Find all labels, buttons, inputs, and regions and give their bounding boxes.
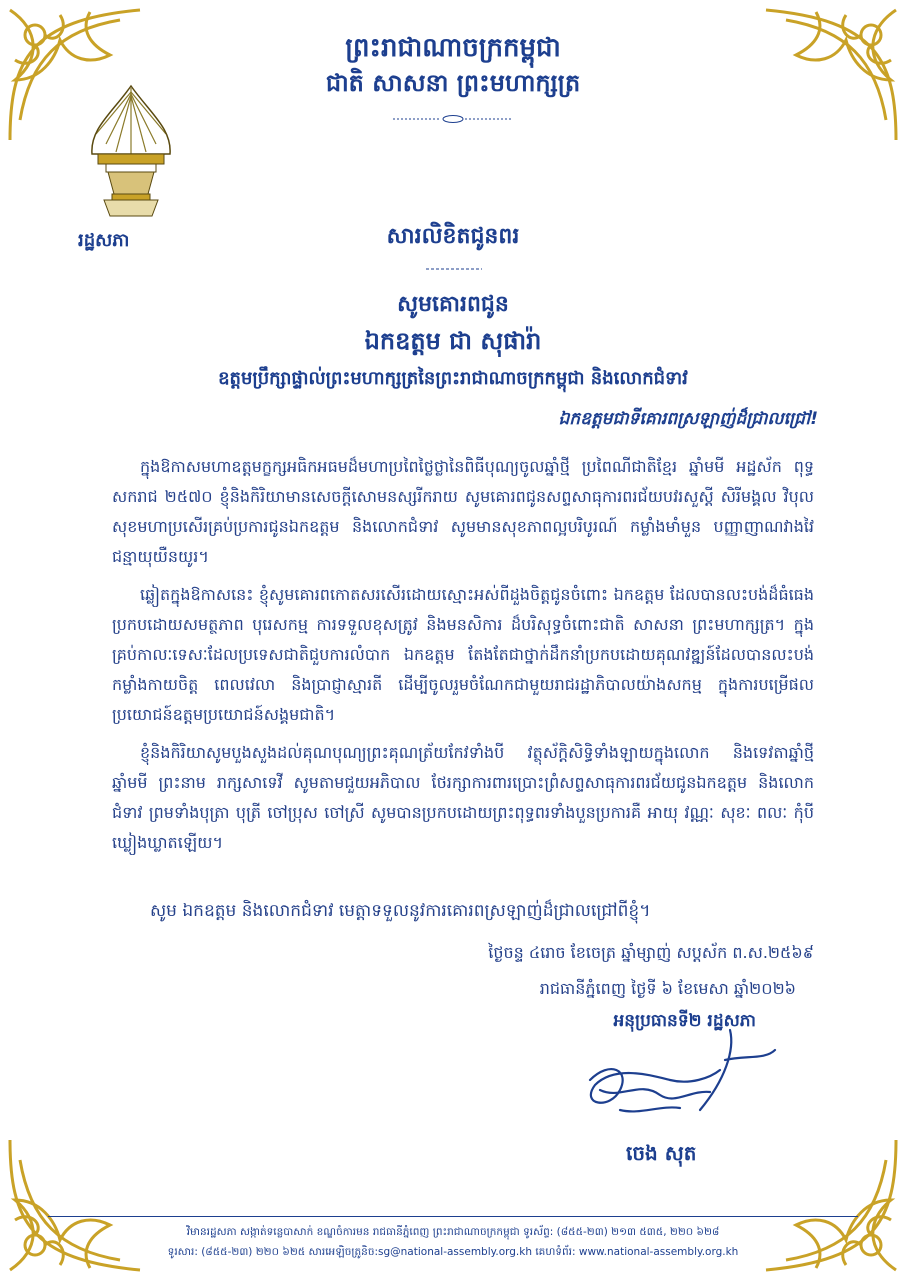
national-motto: ជាតិ សាសនា ព្រះមហាក្សត្រ [325, 69, 581, 97]
header-divider-icon [393, 114, 513, 124]
footer-divider [48, 1216, 858, 1217]
national-assembly-label: រដ្ឋសភា [78, 230, 130, 251]
body-paragraph-2: ឆ្លៀតក្នុងឱកាសនេះ ខ្ញុំសូមគោរពកោតសរសើរដោយស្មោះអស់ពីដួងចិត្តជូនចំពោះ ឯកឧត្តម ដែលបានលះបង់ដ៏ធំធេងប្រកបដោយសមត្ថភាព បុរេសកម្ម ការទទួលខុសត្រូវ និងមនសិការ ដ៏បរិសុទ្ធចំពោះជាតិ សាសនា ព្រះមហាក្សត្រ។ ក្នុងគ្រប់កាលៈទេសៈដែលប្រទេសជាតិជួបការលំបាក ឯកឧត្តម តែងតែជាថ្នាក់ដឹកនាំប្រកបដោយគុណវឌ្ឍន៍ដែលបានលះបង់កម្លាំងកាយចិត្ត ពេលវេលា និងប្រាជ្ញាស្មារតី ដើម្បីចូលរួមចំណែកជាមួយរាជរដ្ឋាភិបាលយ៉ាងសកម្ម ក្នុងការបម្រើផលប្រយោជន៍ឧត្តមប្រយោជន៍សង្គមជាតិ។ [112, 585, 814, 724]
salutation: ឯកឧត្តមជាទីគោរពស្រឡាញ់ដ៏ជ្រាលជ្រៅ! [558, 409, 818, 429]
national-assembly-emblem-icon [86, 84, 176, 224]
recipient-name: ឯកឧត្តម ជា សុផារ៉ា [364, 327, 542, 355]
handwritten-signature-icon [560, 1020, 800, 1130]
solar-date: រាជធានីភ្នំពេញ ថ្ងៃទី ៦ ខែមេសា ឆ្នាំ២០២៦ [539, 979, 796, 998]
kingdom-title: ព្រះរាជាណាចក្រកម្ពុជា [345, 33, 561, 63]
closing-line: សូម ឯកឧត្តម និងលោកជំទាវ មេត្តាទទួលនូវការគោរពស្រឡាញ់ដ៏ជ្រាលជ្រៅពីខ្ញុំ។ [150, 901, 651, 921]
to-line: សូមគោរពជូន [397, 292, 509, 317]
signatory-name: ចេង សុត [626, 1141, 697, 1165]
lunar-date: ថ្ងៃចន្ទ ៤រោច ខែចេត្រ ឆ្នាំម្សាញ់ សប្តស័ក ព.ស.២៥៦៩ [488, 943, 814, 962]
letter-body [112, 452, 814, 866]
body-paragraph-3: ខ្ញុំនិងកិរិយាសូមបួងសួងដល់គុណបុណ្យព្រះគុណត្រ័យកែវទាំងបី វត្ថុស័ក្តិសិទ្ធិទាំងឡាយក្នុងលោក និងទេវតាឆ្នាំថ្មី ឆ្នាំមមី ព្រះនាម រាក្សសាទេវី សូមតាមជួយអភិបាល ថែរក្សាការពារប្រោះព្រំសព្ទសាធុការពរជ័យជូនឯកឧត្តម និងលោកជំទាវ ព្រមទាំងបុត្រា បុត្រី ចៅប្រុស ចៅស្រី សូមបានប្រកបដោយព្រះពុទ្ធពរទាំងបួនប្រការគឺ អាយុ វណ្ណៈ សុខៈ ពលៈ កុំបីឃ្លៀងឃ្លាតឡើយ។ [112, 743, 814, 852]
signatory-title: អនុប្រធានទី២ រដ្ឋសភា [613, 1011, 756, 1031]
title-divider-icon [426, 266, 482, 272]
recipient-position: ឧត្តមប្រឹក្សាផ្ទាល់ព្រះមហាក្សត្រនៃព្រះរាជាណាចក្រកម្ពុជា និងលោកជំទាវ [218, 368, 688, 389]
footer-address: វិមានរដ្ឋសភា សង្កាត់ទន្លេបាសាក់ ខណ្ឌចំការមន រាជធានីភ្នំពេញ ព្រះរាជាណាចក្រកម្ពុជា ទូរស័ព្ទ: (៨៥៥-២៣) ២១៣ ៥៣៥, ២២០ ៦២៨ [186, 1226, 720, 1238]
footer-contact: ទូរសារ: (៨៥៥-២៣) ២២០ ៦២៥ សារអេឡិចត្រូនិច:sg@national-assembly.org.kh គេហទំព័រ: www.national-assembly.org.kh [167, 1246, 739, 1258]
body-paragraph-1: ក្នុងឱកាសមហាឧត្តមក្ខក្សអធិកអធមដ៏មហាប្រពៃថ្លៃថ្លានៃពិធីបុណ្យចូលឆ្នាំថ្មី ប្រពៃណីជាតិខ្មែរ ឆ្នាំមមី អដ្ឋស័ក ពុទ្ធសករាជ ២៥៧០ ខ្ញុំនិងកិរិយាមានសេចក្តីសោមនស្សរីករាយ សូមគោរពជូនសព្ទសាធុការពរជ័យបវរសួស្តី សិរីមង្គល វិបុលសុខមហាប្រសើរគ្រប់ប្រការជូនឯកឧត្តម និងលោកជំទាវ សូមមានសុខភាពល្អបរិបូរណ៍ កម្លាំងមាំមួន បញ្ញាញាណវាងវៃ ជន្មាយុយឺនយូរ។ [112, 457, 814, 566]
document-title: សារលិខិតជូនពរ [386, 224, 520, 249]
